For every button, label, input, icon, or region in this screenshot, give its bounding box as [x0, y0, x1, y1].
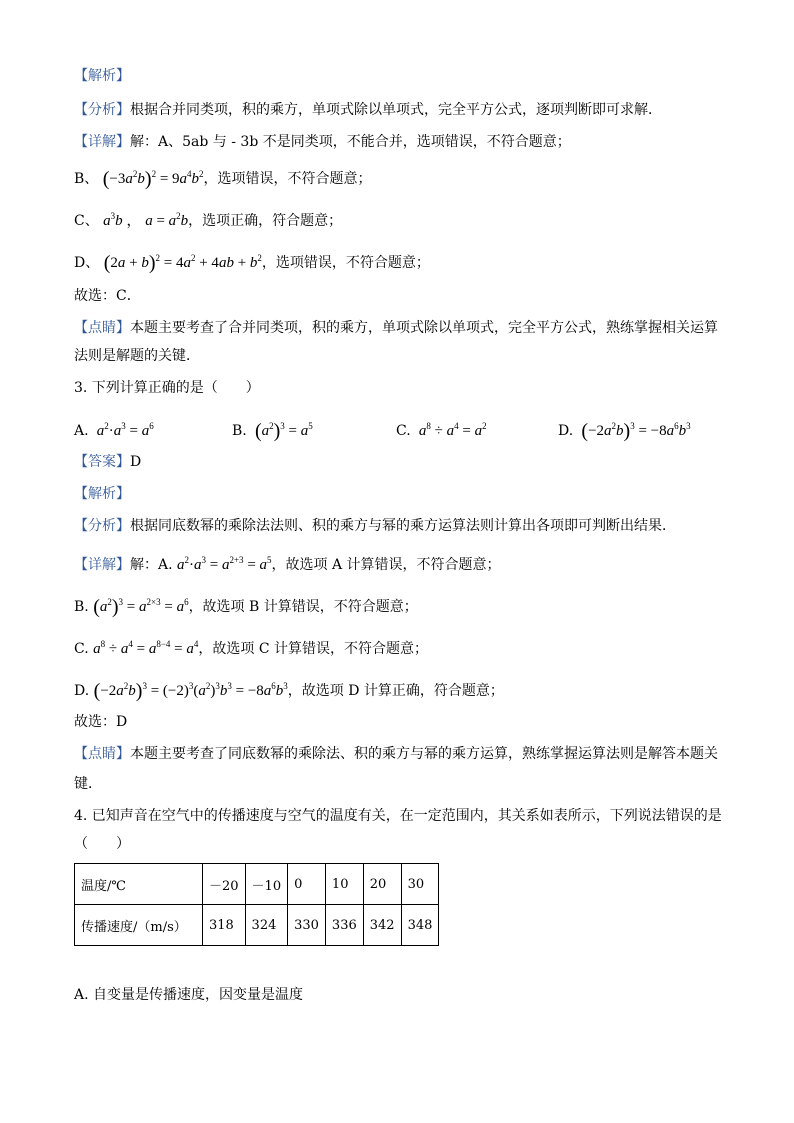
section-tag: 【点睛】: [74, 746, 130, 762]
detail-line-d: [74, 248, 430, 273]
table-header-cell: 传播速度/（m/s）: [75, 905, 203, 946]
formula: $(a^2)^3 = a^5$: [254, 420, 313, 442]
formula: $a^3b$ ， $a = a^2b$: [103, 211, 189, 229]
formula: $a^2\cdot a^3 = a^{2+3} = a^5$: [177, 555, 272, 573]
section-tag: 【详解】: [74, 557, 130, 573]
detail-text: 解：A、5ab 与 - 3b 不是同类项，不能合并，选项错误，不符合题意；: [130, 134, 571, 150]
detail-line-a: [74, 132, 571, 152]
option-label: B、: [74, 171, 99, 187]
table-cell: 348: [401, 905, 439, 946]
table-row: [75, 864, 439, 905]
formula: $(a^2)^3 = a^{2\times 3} = a^6$: [93, 596, 189, 618]
table-cell: 0: [288, 864, 326, 905]
section-tag: 【答案】: [74, 454, 130, 470]
detail-note: ，选项错误，不符合题意；: [203, 171, 372, 187]
comment-text: 本题主要考查了同底数幂的乘除法、积的乘方与幂的乘方运算，熟练掌握运算法则是解答本题关: [130, 746, 718, 762]
formula: $a^8 \div a^4 = a^2$: [415, 421, 487, 439]
table-header-cell: 温度/℃: [75, 864, 203, 905]
comment-line-2: 键．: [74, 776, 102, 792]
option-label: B.: [74, 599, 89, 615]
option-label: B.: [232, 423, 247, 439]
table-cell: 20: [363, 864, 401, 905]
table-cell: 336: [325, 905, 363, 946]
option-b: [232, 415, 313, 442]
detail-note: ，故选项 A 计算错误，不符合题意；: [271, 557, 501, 573]
comment-text: 本题主要考查了合并同类项，积的乘方，单项式除以单项式，完全平方公式，熟练掌握相关运算: [130, 320, 718, 336]
option-label: D.: [74, 683, 90, 699]
choice-result: 故选：D: [74, 714, 128, 730]
table-cell: 342: [363, 905, 401, 946]
detail-note: ，故选项 D 计算正确，符合题意；: [287, 683, 504, 699]
analysis-heading: 【解析】: [74, 68, 130, 84]
formula: $(-2a^2b)^3 = (-2)^3(a^2)^3b^3 = -8a^6b^3$: [93, 680, 288, 702]
comment-line-1: [74, 318, 718, 338]
analysis-text: 根据同底数幂的乘除法法则、积的乘方与幂的乘方运算法则计算出各项即可判断出结果．: [130, 518, 676, 534]
answer-line: [74, 452, 141, 472]
option-label: C、: [74, 213, 99, 229]
table-row: [75, 905, 439, 946]
option-label: C.: [74, 641, 89, 657]
question-3-stem: 3. 下列计算正确的是（ ）: [74, 380, 260, 396]
option-label: D、: [74, 255, 100, 271]
option-label: D.: [558, 423, 574, 439]
question-4-option-a: A. 自变量是传播速度，因变量是温度: [74, 987, 304, 1003]
section-tag: 【分析】: [74, 518, 130, 534]
detail-line-c: [74, 206, 342, 231]
detail-line-b: [74, 592, 418, 617]
detail-line-b: [74, 164, 372, 189]
comment-line-2: 法则是解题的关键．: [74, 348, 200, 364]
formula: $(2a + b)^2 = 4a^2 + 4ab + b^2$: [103, 252, 262, 274]
table-cell: 318: [203, 905, 246, 946]
section-tag: 【点睛】: [74, 320, 130, 336]
option-d: [558, 415, 691, 442]
detail-note: ，选项错误，不符合题意；: [261, 255, 430, 271]
formula: $a^8 \div a^4 = a^{8-4} = a^4$: [93, 639, 199, 657]
question-3-options: [74, 415, 754, 442]
table-cell: 330: [288, 905, 326, 946]
table-cell: 30: [401, 864, 439, 905]
table-cell: 10: [325, 864, 363, 905]
option-a: [74, 415, 154, 442]
formula: $a^2\cdot a^3 = a^6$: [93, 421, 154, 439]
detail-note: ，故选项 B 计算错误，不符合题意；: [188, 599, 418, 615]
question-4-stem: 4. 已知声音在空气中的传播速度与空气的温度有关，在一定范围内，其关系如表所示，下列说法错误的是: [74, 808, 722, 824]
section-tag: 【分析】: [74, 102, 130, 118]
option-c: [396, 415, 487, 442]
analysis-text: 根据合并同类项，积的乘方，单项式除以单项式，完全平方公式，逐项判断即可求解．: [130, 102, 662, 118]
option-label: C.: [396, 423, 411, 439]
answer-value: D: [130, 454, 142, 470]
detail-note: ，故选项 C 计算错误，不符合题意；: [198, 641, 428, 657]
detail-line-a: [74, 550, 501, 575]
table-cell: －20: [203, 864, 246, 905]
detail-line-d: [74, 676, 504, 701]
analysis-heading: 【解析】: [74, 486, 130, 502]
formula: $(-2a^2b)^3 = -8a^6b^3$: [581, 420, 691, 442]
analysis-paragraph: [74, 100, 662, 120]
table-cell: 324: [245, 905, 288, 946]
detail-note: ，选项正确，符合题意；: [188, 213, 343, 229]
detail-text: 解：A.: [130, 557, 173, 573]
question-4-blank: （ ）: [74, 836, 130, 852]
choice-result: 故选：C．: [74, 288, 141, 304]
formula: $(-3a^2b)^2 = 9a^4b^2$: [102, 168, 204, 190]
detail-line-c: [74, 634, 428, 659]
comment-line-1: [74, 744, 718, 764]
section-tag: 【详解】: [74, 134, 130, 150]
table-cell: －10: [245, 864, 288, 905]
analysis-paragraph: [74, 516, 676, 536]
option-label: A.: [74, 423, 89, 439]
temperature-speed-table: [74, 863, 439, 946]
